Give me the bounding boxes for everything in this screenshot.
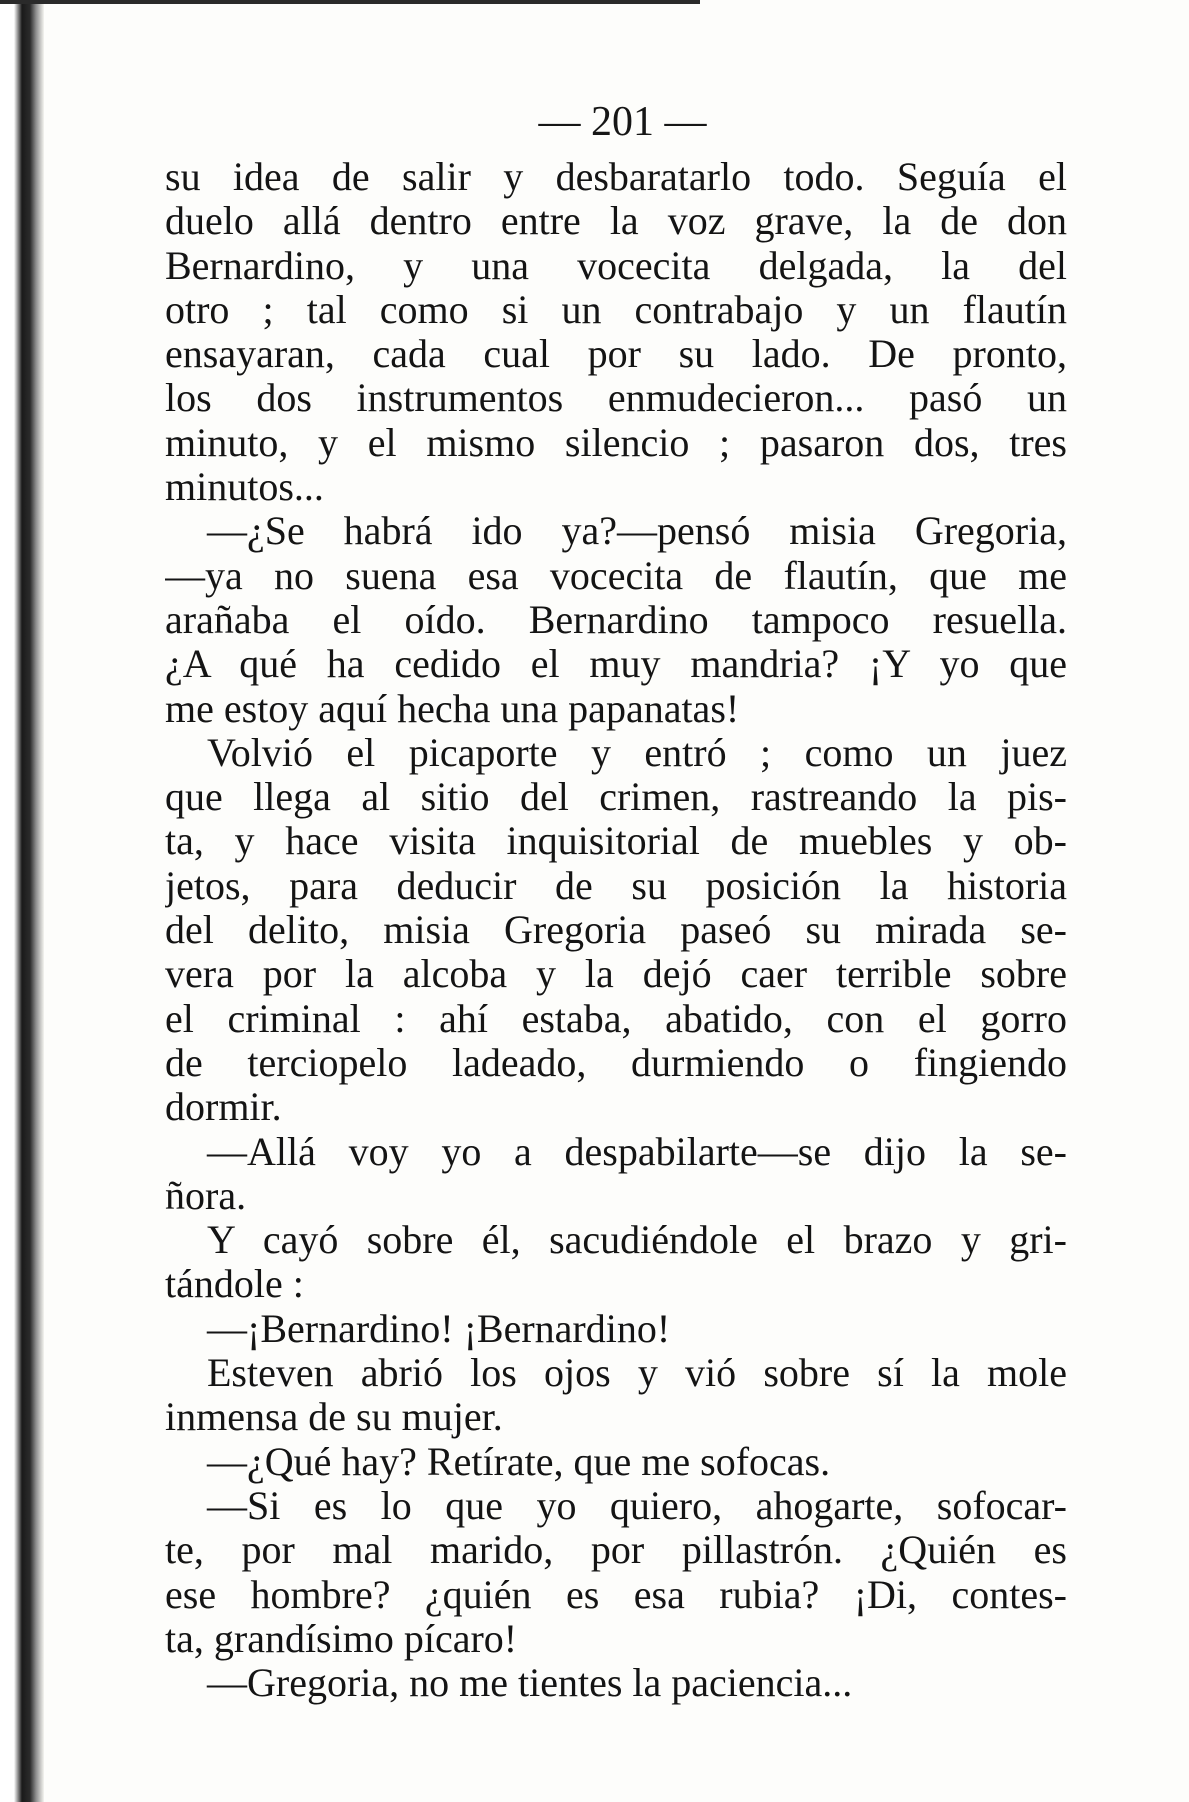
- text-line: inmensa de su mujer.: [165, 1394, 503, 1440]
- text-line: Bernardino, y una vocecita delgada, la del: [165, 243, 1067, 288]
- text-line: te, por mal marido, por pillastrón. ¿Quién es: [165, 1528, 1067, 1573]
- text-line: —Si es lo que yo quiero, ahogarte, sofocar-: [207, 1483, 1067, 1528]
- text-line: me estoy aquí hecha una papanatas!: [165, 685, 740, 731]
- body-text: [165, 155, 1067, 1705]
- text-line: duelo allá dentro entre la voz grave, la de don: [165, 199, 1067, 244]
- text-line: ñora.: [165, 1172, 247, 1218]
- text-line: arañaba el oído. Bernardino tampoco resuella.: [165, 597, 1067, 642]
- text-line: Volvió el picaporte y entró ; como un juez: [207, 730, 1067, 775]
- binding-edge: [0, 0, 44, 1802]
- text-line: vera por la alcoba y la dejó caer terrible sobre: [165, 952, 1067, 997]
- text-line: —ya no suena esa vocecita de flautín, que me: [165, 553, 1067, 598]
- text-line: ta, y hace visita inquisitorial de muebles y ob-: [165, 819, 1067, 864]
- text-line: los dos instrumentos enmudecieron... pasó un: [165, 376, 1067, 421]
- text-line: —¿Se habrá ido ya?—pensó misia Gregoria,: [207, 509, 1067, 554]
- page-number: — 201 —: [538, 99, 707, 145]
- text-line: ta, grandísimo pícaro!: [165, 1615, 518, 1661]
- text-line: minutos...: [165, 464, 324, 510]
- text-line: su idea de salir y desbaratarlo todo. Seguía el: [165, 155, 1067, 199]
- text-line: —¿Qué hay? Retírate, que me sofocas.: [207, 1438, 831, 1484]
- text-line: ese hombre? ¿quién es esa rubia? ¡Di, contes-: [165, 1572, 1067, 1617]
- text-line: Esteven abrió los ojos y vió sobre sí la mole: [207, 1351, 1067, 1396]
- text-line: ¿A qué ha cedido el muy mandria? ¡Y yo que: [165, 642, 1067, 687]
- text-line: del delito, misia Gregoria paseó su mirada se-: [165, 908, 1067, 953]
- text-line: —Gregoria, no me tientes la paciencia...: [207, 1660, 853, 1706]
- text-line: ensayaran, cada cual por su lado. De pronto,: [165, 332, 1067, 377]
- text-line: —¡Bernardino! ¡Bernardino!: [207, 1305, 671, 1351]
- text-line: que llega al sitio del crimen, rastreando la pis-: [165, 775, 1067, 820]
- top-rule: [0, 0, 700, 4]
- text-line: otro ; tal como si un contrabajo y un flautín: [165, 287, 1067, 332]
- text-line: el criminal : ahí estaba, abatido, con el gorro: [165, 996, 1067, 1041]
- text-line: dormir.: [165, 1084, 282, 1130]
- text-line: Y cayó sobre él, sacudiéndole el brazo y gri-: [207, 1218, 1067, 1263]
- text-line: —Allá voy yo a despabilarte—se dijo la se-: [207, 1129, 1067, 1174]
- text-line: tándole :: [165, 1261, 304, 1307]
- text-line: minuto, y el mismo silencio ; pasaron dos, tres: [165, 420, 1067, 465]
- text-line: de terciopelo ladeado, durmiendo o fingiendo: [165, 1040, 1067, 1085]
- text-line: jetos, para deducir de su posición la historia: [165, 863, 1067, 908]
